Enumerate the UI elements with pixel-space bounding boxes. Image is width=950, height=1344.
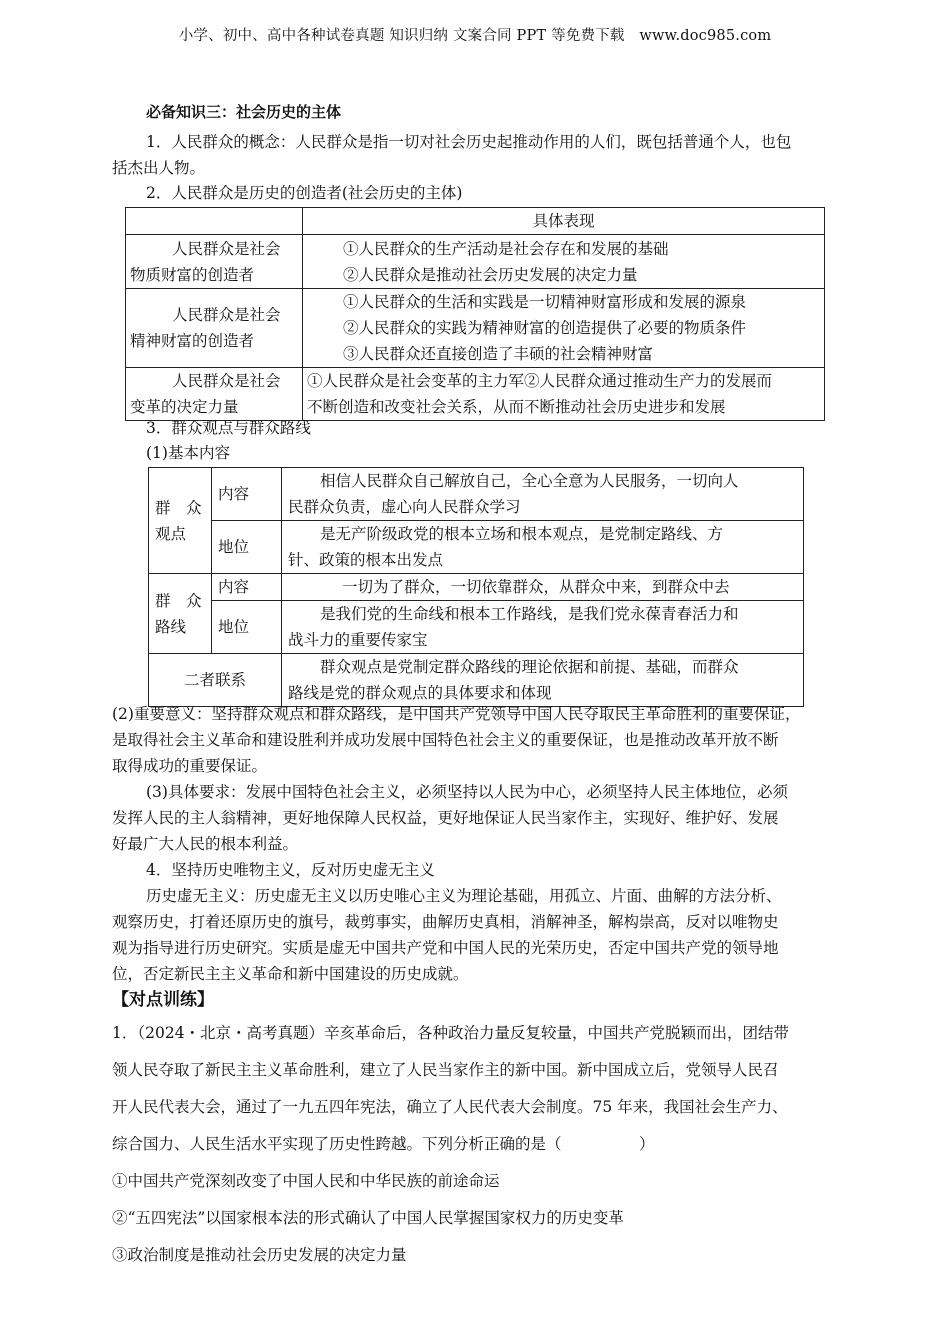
row-content: 群众观点是党制定群众路线的理论依据和前提、基础，而群众 路线是党的群众观点的具体要求和体现 [282,654,804,707]
row-content: 一切为了群众，一切依靠群众，从群众中来，到群众中去 [282,574,804,601]
training-title: 【对点训练】 [112,990,214,1010]
table-row [149,601,804,654]
option-3: ③政治制度是推动社会历史发展的决定力量 [112,1246,407,1264]
text-line: 1．人民群众的概念：人民群众是指一切对社会历史起推动作用的人们，既包括普通个人，也包 [146,133,792,151]
text-line: 括杰出人物。 [112,159,206,177]
row-label: 内容 [212,468,282,521]
table-row [126,368,825,421]
row-content: ①人民群众是社会变革的主力军②人民群众通过推动生产力的发展而 不断创造和改变社会关系，从而不断推动社会历史进步和发展 [303,368,825,421]
paragraph-requirements: (3)具体要求：发展中国特色社会主义，必须坚持以人民为中心，必须坚持人民主体地位，必须 发挥人民的主人翁精神，更好地保障人民权益，更好地保证人民当家作主，实现好、维护好、发展 好最广大人民的根本利益。 [112,783,788,853]
subheading-basic: (1)基本内容 [146,444,230,462]
table-row [126,289,825,368]
creators-table [125,207,825,421]
table-row [149,468,804,521]
table-row [149,521,804,574]
table-row [126,235,825,289]
table-header-empty [126,208,303,235]
group-label-viewpoint: 群 众 观点 [149,468,212,574]
row-content: ①人民群众的生产活动是社会存在和发展的基础 ②人民群众是推动社会历史发展的决定力量 [303,235,825,289]
row-label: 人民群众是社会 精神财富的创造者 [126,289,303,368]
row-label: 人民群众是社会 变革的决定力量 [126,368,303,421]
row-content: ①人民群众的生活和实践是一切精神财富形成和发展的源泉 ②人民群众的实践为精神财富的创造提供了必要的物质条件 ③人民群众还直接创造了丰硕的社会精神财富 [303,289,825,368]
paragraph-significance: (2)重要意义：坚持群众观点和群众路线，是中国共产党领导中国人民夺取民主革命胜利的重要保证， 是取得社会主义革命和建设胜利并成功发展中国特色社会主义的重要保证，也是推动改革开放不断 取得成功的重要保证。 [112,705,801,775]
table-row [149,574,804,601]
row-label: 地位 [212,601,282,654]
section-title: 必备知识三：社会历史的主体 [146,103,342,121]
paragraph-mass-line: 3．群众观点与群众路线 [146,419,311,437]
table-header-cell: 具体表现 [303,208,825,235]
row-label: 内容 [212,574,282,601]
paragraph-concept [146,129,791,155]
group-label-line: 群 众 路线 [149,574,212,654]
option-2: ②“五四宪法”以国家根本法的形式确认了中国人民掌握国家权力的历史变革 [112,1209,624,1227]
row-label: 地位 [212,521,282,574]
row-content: 是无产阶级政党的根本立场和根本观点，是党制定路线、方 针、政策的根本出发点 [282,521,804,574]
option-1: ①中国共产党深刻改变了中国人民和中华民族的前途命运 [112,1172,500,1190]
row-label: 二者联系 [149,654,282,707]
mass-line-table [148,467,804,707]
table-row [149,654,804,707]
row-content: 是我们党的生命线和根本工作路线，是我们党永葆青春活力和 战斗力的重要传家宝 [282,601,804,654]
page-header: 小学、初中、高中各种试卷真题 知识归纳 文案合同 PPT 等免费下载 www.doc985.com [178,28,772,44]
row-label: 人民群众是社会 物质财富的创造者 [126,235,303,289]
paragraph-historical-materialism: 4．坚持历史唯物主义，反对历史虚无主义 [146,861,435,879]
question-1: 1．（2024・北京・高考真题）辛亥革命后，各种政治力量反复较量，中国共产党脱颖而出，团结带 领人民夺取了新民主主义革命胜利，建立了人民当家作主的新中国。新中国成立后，党领导人民召 开人民代表大会，通过了一九五四年宪法，确立了人民代表大会制度。75 年来，我国社会生产力、 综合国力、人民生活水平实现了历史性跨越。下列分析正确的是（ ） ①中国共产党深刻改变了中国人民和中华民族的前途命运 ②“五四宪法”以国家根本法的形式确认了中国人民掌握国家权力的历史变革 ③政治制度是推动社会历史发展的决定力量 [112,1015,789,1274]
paragraph-creators: 2．人民群众是历史的创造者(社会历史的主体) [146,184,463,202]
row-content: 相信人民群众自己解放自己，全心全意为人民服务，一切向人 民群众负责，虚心向人民群众学习 [282,468,804,521]
paragraph-nihilism: 历史虚无主义：历史虚无主义以历史唯心主义为理论基础，用孤立、片面、曲解的方法分析、 观察历史，打着还原历史的旗号，裁剪事实，曲解历史真相，消解神圣，解构崇高，反对以唯物史 观为指导进行历史研究。实质是虚无中国共产党和中国人民的光荣历史，否定中国共产党的领导地 位，否定新民主主义革命和新中国建设的历史成就。 [112,887,782,983]
